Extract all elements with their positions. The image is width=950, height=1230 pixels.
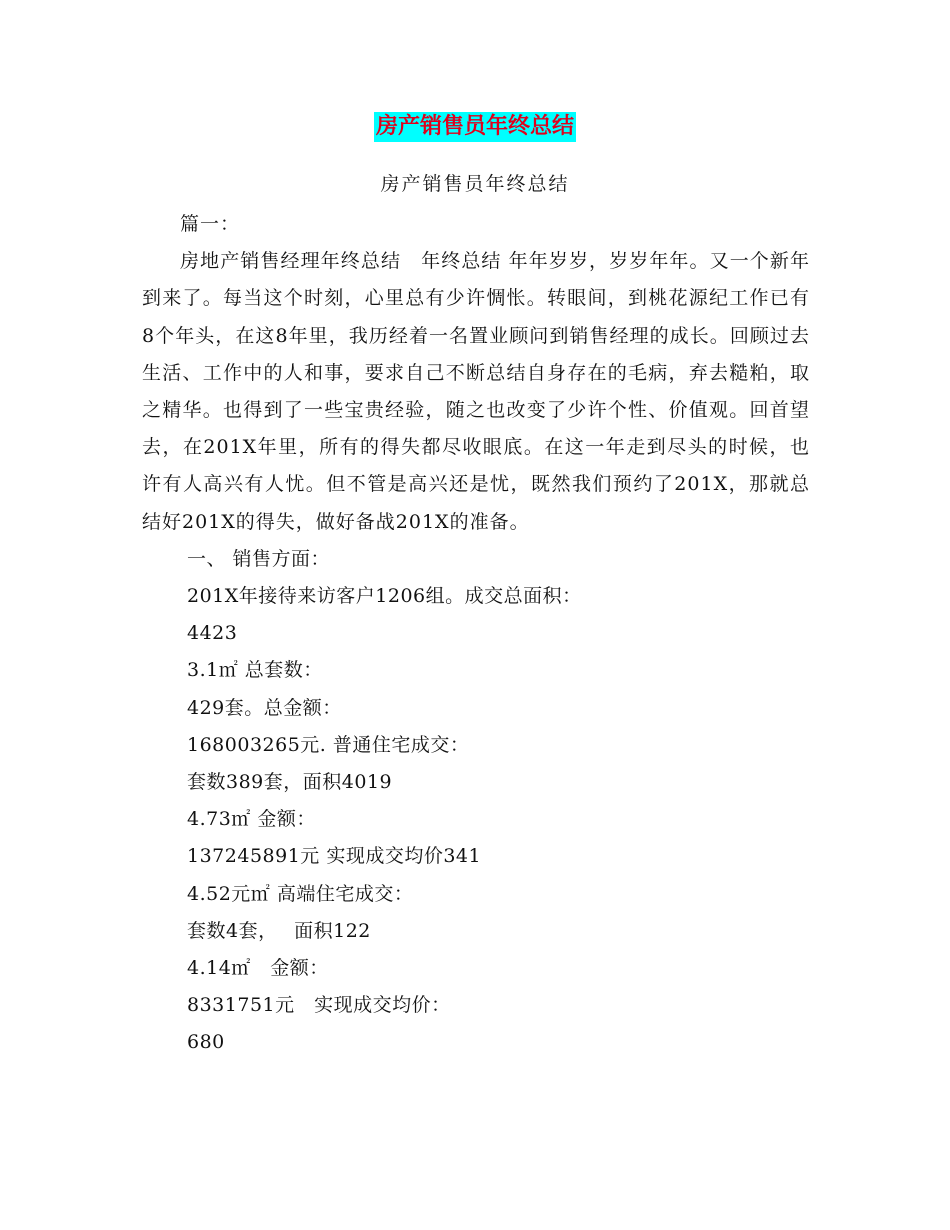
document-title: 房产销售员年终总结 [374,112,576,142]
sales-line: 3.1㎡ 总套数： [187,659,323,682]
sales-line: 8331751元 实现成交均价： [187,994,451,1017]
sales-line: 套数4套， 面积122 [187,919,371,942]
sales-line: 4.52元㎡ 高端住宅成交： [187,882,414,905]
sales-line: 680 [187,1031,225,1054]
sales-line: 201X年接待来访客户1206组。成交总面积： [187,585,582,608]
sales-line: 套数389套，面积4019 [187,771,393,794]
document-subtitle: 房产销售员年终总结 [380,173,570,195]
sales-line: 4423 [187,622,238,645]
sales-lines [142,541,810,1062]
sales-line: 4.14㎡ 金额： [187,957,329,980]
sales-line: 137245891元 实现成交均价341 [187,845,482,868]
sales-line: 一、 销售方面： [187,547,331,570]
section-label: 篇一： [180,213,241,235]
sales-line: 4.73㎡ 金额： [187,808,316,831]
intro-paragraph: 房地产销售经理年终总结 年终总结 年年岁岁，岁岁年年。又一个新年到来了。每当这个时刻，心里总有少许惆怅。转眼间，到桃花源纪工作已有8个年头，在这8年里，我历经着一名置业顾问到销售经理的成长。回顾过去生活、工作中的人和事，要求自己不断总结自身存在的毛病，弃去糙粕，取之精华。也得到了一些宝贵经验，随之也改变了少许个性、价值观。回首望去，在201X年里，所有的得失都尽收眼底。在这一年走到尽头的时候，也许有人高兴有人忧。但不管是高兴还是忧，既然我们预约了201X，那就总结好201X的得失，做好备战201X的准备。 [142,250,810,533]
sales-line: 168003265元. 普通住宅成交： [187,733,470,756]
document-body [142,206,810,1062]
title-wrap [0,112,950,142]
sales-line: 429套。总金额： [187,696,342,719]
